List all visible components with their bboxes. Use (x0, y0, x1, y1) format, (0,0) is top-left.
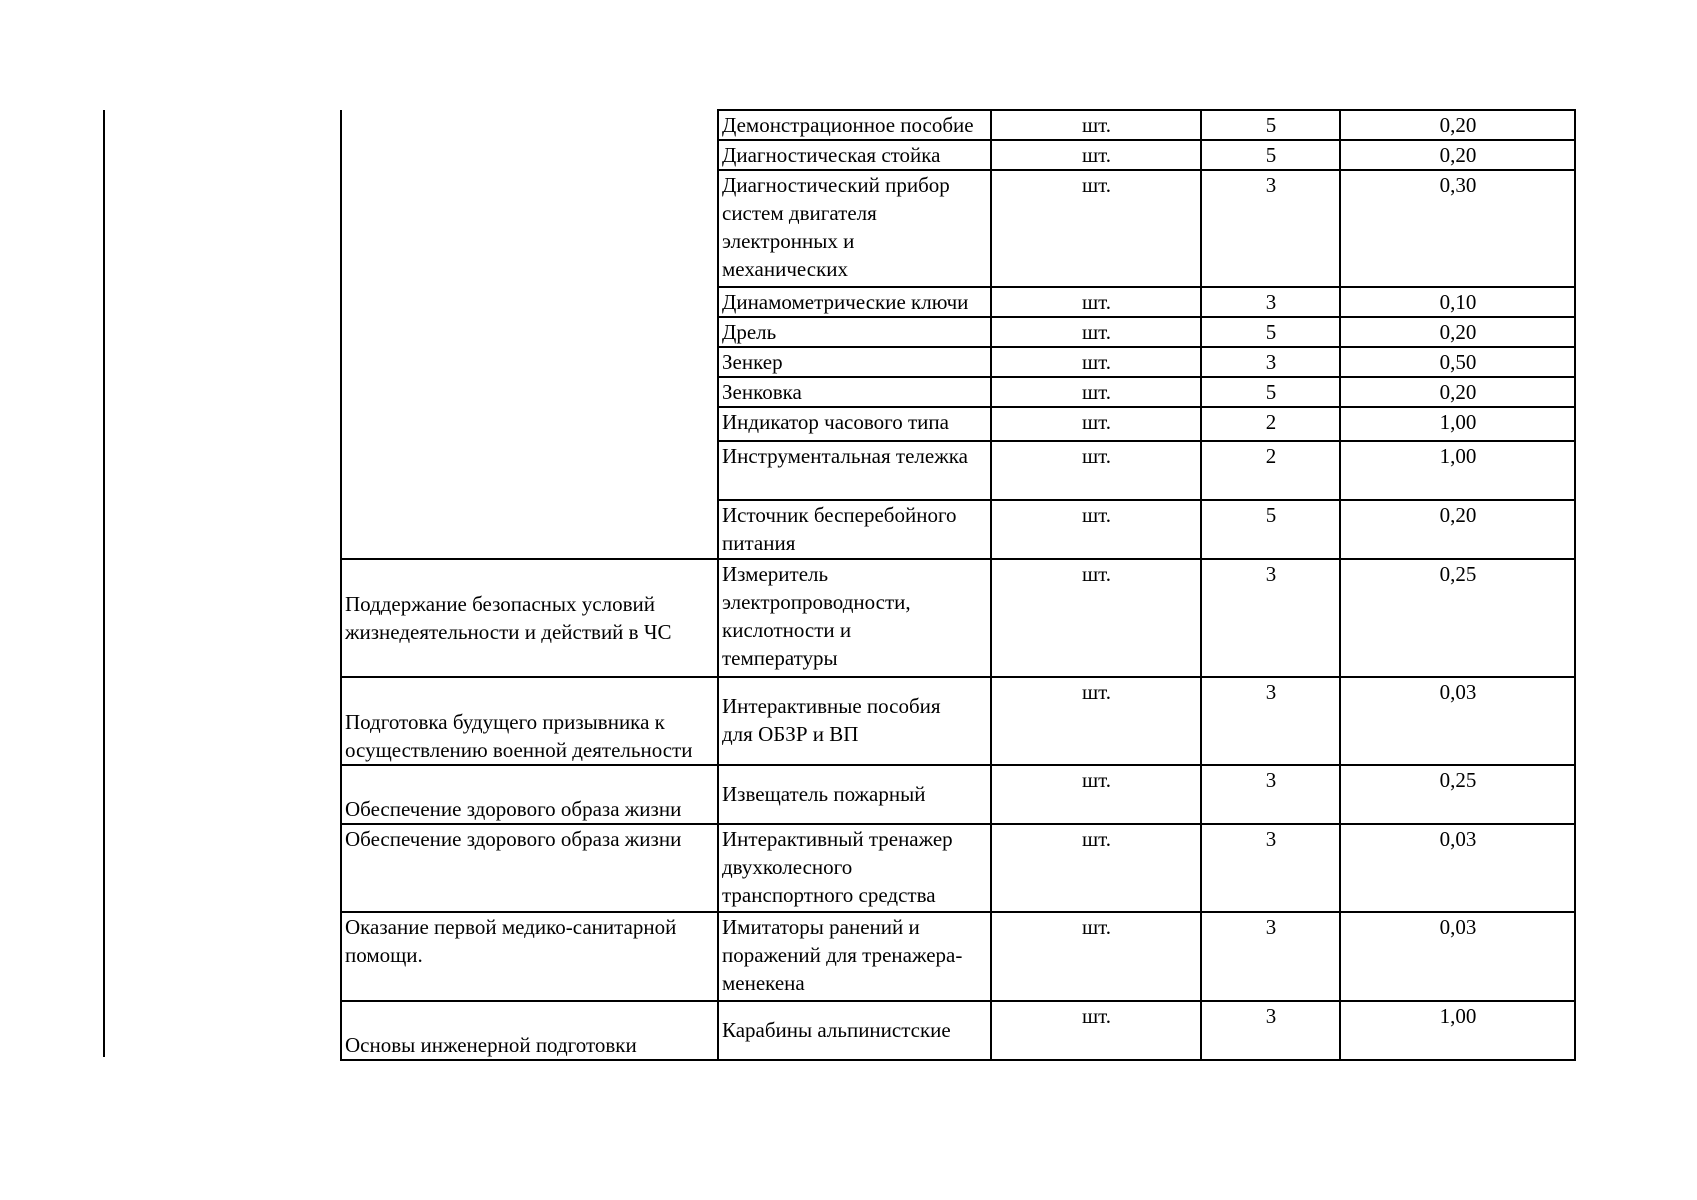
table-row (341, 287, 1575, 317)
unit-cell: шт. (991, 140, 1201, 170)
unit-cell: шт. (991, 1001, 1201, 1060)
table-row (341, 317, 1575, 347)
section-cell (341, 110, 718, 140)
section-cell (341, 500, 718, 559)
equipment-table (340, 109, 1576, 1061)
quantity-cell: 3 (1201, 677, 1340, 765)
item-name-cell: Имитаторы ранений и поражений для тренажера- менекена (718, 912, 991, 1001)
quantity-cell: 5 (1201, 110, 1340, 140)
quantity-cell: 5 (1201, 140, 1340, 170)
table-row (341, 441, 1575, 500)
quantity-cell: 3 (1201, 1001, 1340, 1060)
item-name-cell: Интерактивные пособия для ОБЗР и ВП (718, 677, 991, 765)
item-name-cell: Инструментальная тележка (718, 441, 991, 500)
ratio-cell: 0,20 (1340, 377, 1575, 407)
table-row (341, 407, 1575, 441)
item-name-cell: Демонстрационное пособие (718, 110, 991, 140)
unit-cell: шт. (991, 287, 1201, 317)
quantity-cell: 3 (1201, 287, 1340, 317)
quantity-cell: 2 (1201, 407, 1340, 441)
item-name-cell: Извещатель пожарный (718, 765, 991, 824)
table-row (341, 765, 1575, 824)
item-name-cell: Карабины альпинистские (718, 1001, 991, 1060)
section-cell: Обеспечение здорового образа жизни (341, 824, 718, 912)
item-name-cell: Диагностический прибор систем двигателя электронных и механических (718, 170, 991, 287)
section-cell (341, 377, 718, 407)
ratio-cell: 1,00 (1340, 441, 1575, 500)
unit-cell: шт. (991, 170, 1201, 287)
table-row (341, 1001, 1575, 1060)
unit-cell: шт. (991, 110, 1201, 140)
quantity-cell: 3 (1201, 170, 1340, 287)
ratio-cell: 0,30 (1340, 170, 1575, 287)
table-row (341, 170, 1575, 287)
ratio-cell: 0,03 (1340, 824, 1575, 912)
ratio-cell: 1,00 (1340, 407, 1575, 441)
section-cell (341, 140, 718, 170)
unit-cell: шт. (991, 677, 1201, 765)
table-row (341, 377, 1575, 407)
table-row (341, 140, 1575, 170)
unit-cell: шт. (991, 347, 1201, 377)
table-row (341, 824, 1575, 912)
table-row (341, 559, 1575, 677)
ratio-cell: 0,20 (1340, 140, 1575, 170)
quantity-cell: 2 (1201, 441, 1340, 500)
unit-cell: шт. (991, 377, 1201, 407)
ratio-cell: 0,25 (1340, 559, 1575, 677)
unit-cell: шт. (991, 765, 1201, 824)
section-cell (341, 287, 718, 317)
quantity-cell: 5 (1201, 500, 1340, 559)
section-cell (341, 407, 718, 441)
quantity-cell: 3 (1201, 765, 1340, 824)
table-row (341, 677, 1575, 765)
section-cell: Оказание первой медико-санитарной помощи. (341, 912, 718, 1001)
unit-cell: шт. (991, 912, 1201, 1001)
item-name-cell: Динамометрические ключи (718, 287, 991, 317)
unit-cell: шт. (991, 407, 1201, 441)
ratio-cell: 0,20 (1340, 317, 1575, 347)
quantity-cell: 5 (1201, 377, 1340, 407)
item-name-cell: Зенковка (718, 377, 991, 407)
ratio-cell: 0,50 (1340, 347, 1575, 377)
quantity-cell: 3 (1201, 347, 1340, 377)
item-name-cell: Источник бесперебойного питания (718, 500, 991, 559)
unit-cell: шт. (991, 824, 1201, 912)
section-cell: Основы инженерной подготовки (341, 1001, 718, 1060)
item-name-cell: Измеритель электропроводности, кислотности и температуры (718, 559, 991, 677)
page-margin-rule (103, 110, 105, 1057)
ratio-cell: 0,03 (1340, 677, 1575, 765)
quantity-cell: 3 (1201, 912, 1340, 1001)
item-name-cell: Диагностическая стойка (718, 140, 991, 170)
section-cell (341, 317, 718, 347)
table-row (341, 912, 1575, 1001)
item-name-cell: Дрель (718, 317, 991, 347)
section-cell (341, 170, 718, 287)
table-row (341, 347, 1575, 377)
ratio-cell: 1,00 (1340, 1001, 1575, 1060)
quantity-cell: 5 (1201, 317, 1340, 347)
unit-cell: шт. (991, 317, 1201, 347)
section-cell (341, 347, 718, 377)
unit-cell: шт. (991, 559, 1201, 677)
item-name-cell: Интерактивный тренажер двухколесного транспортного средства (718, 824, 991, 912)
ratio-cell: 0,25 (1340, 765, 1575, 824)
section-cell: Обеспечение здорового образа жизни (341, 765, 718, 824)
ratio-cell: 0,20 (1340, 110, 1575, 140)
unit-cell: шт. (991, 500, 1201, 559)
quantity-cell: 3 (1201, 559, 1340, 677)
item-name-cell: Зенкер (718, 347, 991, 377)
section-cell: Поддержание безопасных условий жизнедеятельности и действий в ЧС (341, 559, 718, 677)
ratio-cell: 0,03 (1340, 912, 1575, 1001)
ratio-cell: 0,10 (1340, 287, 1575, 317)
section-cell: Подготовка будущего призывника к осуществлению военной деятельности (341, 677, 718, 765)
item-name-cell: Индикатор часового типа (718, 407, 991, 441)
unit-cell: шт. (991, 441, 1201, 500)
section-cell (341, 441, 718, 500)
table-row (341, 110, 1575, 140)
quantity-cell: 3 (1201, 824, 1340, 912)
table-row (341, 500, 1575, 559)
ratio-cell: 0,20 (1340, 500, 1575, 559)
